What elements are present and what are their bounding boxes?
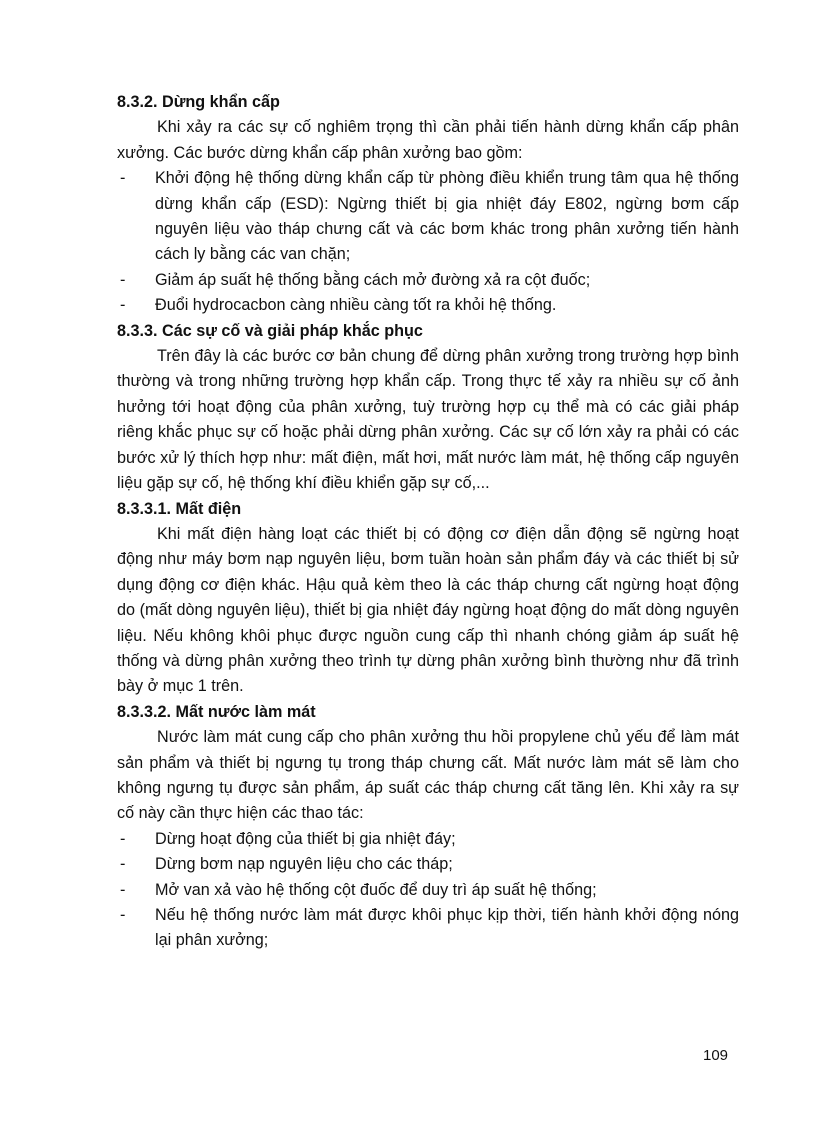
list-item: [117, 268, 739, 293]
section-heading: 8.3.3.1. Mất điện: [117, 499, 242, 518]
section-cooling-water-loss: [117, 700, 739, 954]
bullet-list: [117, 827, 739, 954]
list-item: [117, 166, 739, 268]
list-item: [117, 827, 739, 852]
list-item-text: Dừng hoạt động của thiết bị gia nhiệt đáy;: [155, 829, 456, 848]
dash-marker: -: [120, 829, 126, 848]
dash-marker: -: [120, 270, 126, 289]
section-heading: 8.3.3.2. Mất nước làm mát: [117, 702, 316, 721]
dash-marker: -: [120, 855, 126, 874]
list-item: [117, 903, 739, 954]
dash-marker: -: [120, 906, 126, 924]
dash-marker: -: [120, 296, 126, 315]
dash-marker: -: [120, 169, 126, 188]
document-body: [117, 90, 739, 954]
bullet-list: [117, 166, 739, 318]
paragraph: Khi mất điện hàng loạt các thiết bị có động cơ điện dẫn động sẽ ngừng hoạt động như máy bơm nạp nguyên liệu, bơm tuần hoàn sản phẩm đáy và các thiết bị sử dụng động cơ điện khác. Hậu quả kèm theo là các tháp chưng cất ngừng hoạt động do (mất dòng nguyên liệu), thiết bị gia nhiệt đáy ngừng hoạt động do mất dòng nguyên liệu. Nếu không khôi phục được nguồn cung cấp thì nhanh chóng giảm áp suất hệ thống và dừng phân xưởng theo trình tự dừng phân xưởng bình thường như đã trình bày ở mục 1 trên.: [117, 524, 739, 696]
paragraph: Khi xảy ra các sự cố nghiêm trọng thì cần phải tiến hành dừng khẩn cấp phân xưởng. Các bước dừng khẩn cấp phân xưởng bao gồm:: [117, 118, 739, 162]
section-emergency-stop: [117, 90, 739, 319]
list-item-text: Nếu hệ thống nước làm mát được khôi phục kịp thời, tiến hành khởi động nóng lại phân xưởng;: [155, 906, 739, 950]
list-item-text: Mở van xả vào hệ thống cột đuốc để duy trì áp suất hệ thống;: [155, 880, 597, 899]
section-heading: 8.3.2. Dừng khẩn cấp: [117, 93, 280, 111]
dash-marker: -: [120, 880, 126, 899]
list-item-text: Dừng bơm nạp nguyên liệu cho các tháp;: [155, 855, 453, 874]
list-item-text: Giảm áp suất hệ thống bằng cách mở đường xả ra cột đuốc;: [155, 270, 591, 289]
paragraph: Nước làm mát cung cấp cho phân xưởng thu hồi propylene chủ yếu để làm mát sản phẩm và thiết bị ngưng tụ trong tháp chưng cất. Mất nước làm mát sẽ làm cho không ngưng tụ được sản phẩm, áp suất các tháp chưng cất tăng lên. Khi xảy ra sự cố này cần thực hiện các thao tác:: [117, 728, 739, 823]
section-heading: 8.3.3. Các sự cố và giải pháp khắc phục: [117, 321, 423, 340]
section-power-loss: [117, 497, 739, 700]
paragraph: Trên đây là các bước cơ bản chung để dừng phân xưởng trong trường hợp bình thường và trong những trường hợp khẩn cấp. Trong thực tế xảy ra nhiều sự cố ảnh hưởng tới hoạt động của phân xưởng, tuỳ trường hợp cụ thể mà có các giải pháp riêng khắc phục sự cố hoặc phải dừng phân xưởng. Các sự cố lớn xảy ra phải có các bước xử lý thích hợp như: mất điện, mất hơi, mất nước làm mát, hệ thống cấp nguyên liệu gặp sự cố, hệ thống khí điều khiển gặp sự cố,...: [117, 347, 739, 493]
list-item-text: Đuổi hydrocacbon càng nhiều càng tốt ra khỏi hệ thống.: [155, 296, 557, 315]
page-number: 109: [703, 1047, 729, 1064]
list-item: [117, 293, 739, 318]
list-item: [117, 852, 739, 877]
section-incidents-solutions: [117, 319, 739, 497]
list-item: [117, 878, 739, 903]
list-item-text: Khởi động hệ thống dừng khẩn cấp từ phòng điều khiển trung tâm qua hệ thống dừng khẩn cấp (ESD): Ngừng thiết bị gia nhiệt đáy E802, ngừng bơm cấp nguyên liệu vào tháp chưng cất và các bơm khác trong phân xưởng tiến hành cách ly bằng các van chặn;: [155, 169, 739, 264]
